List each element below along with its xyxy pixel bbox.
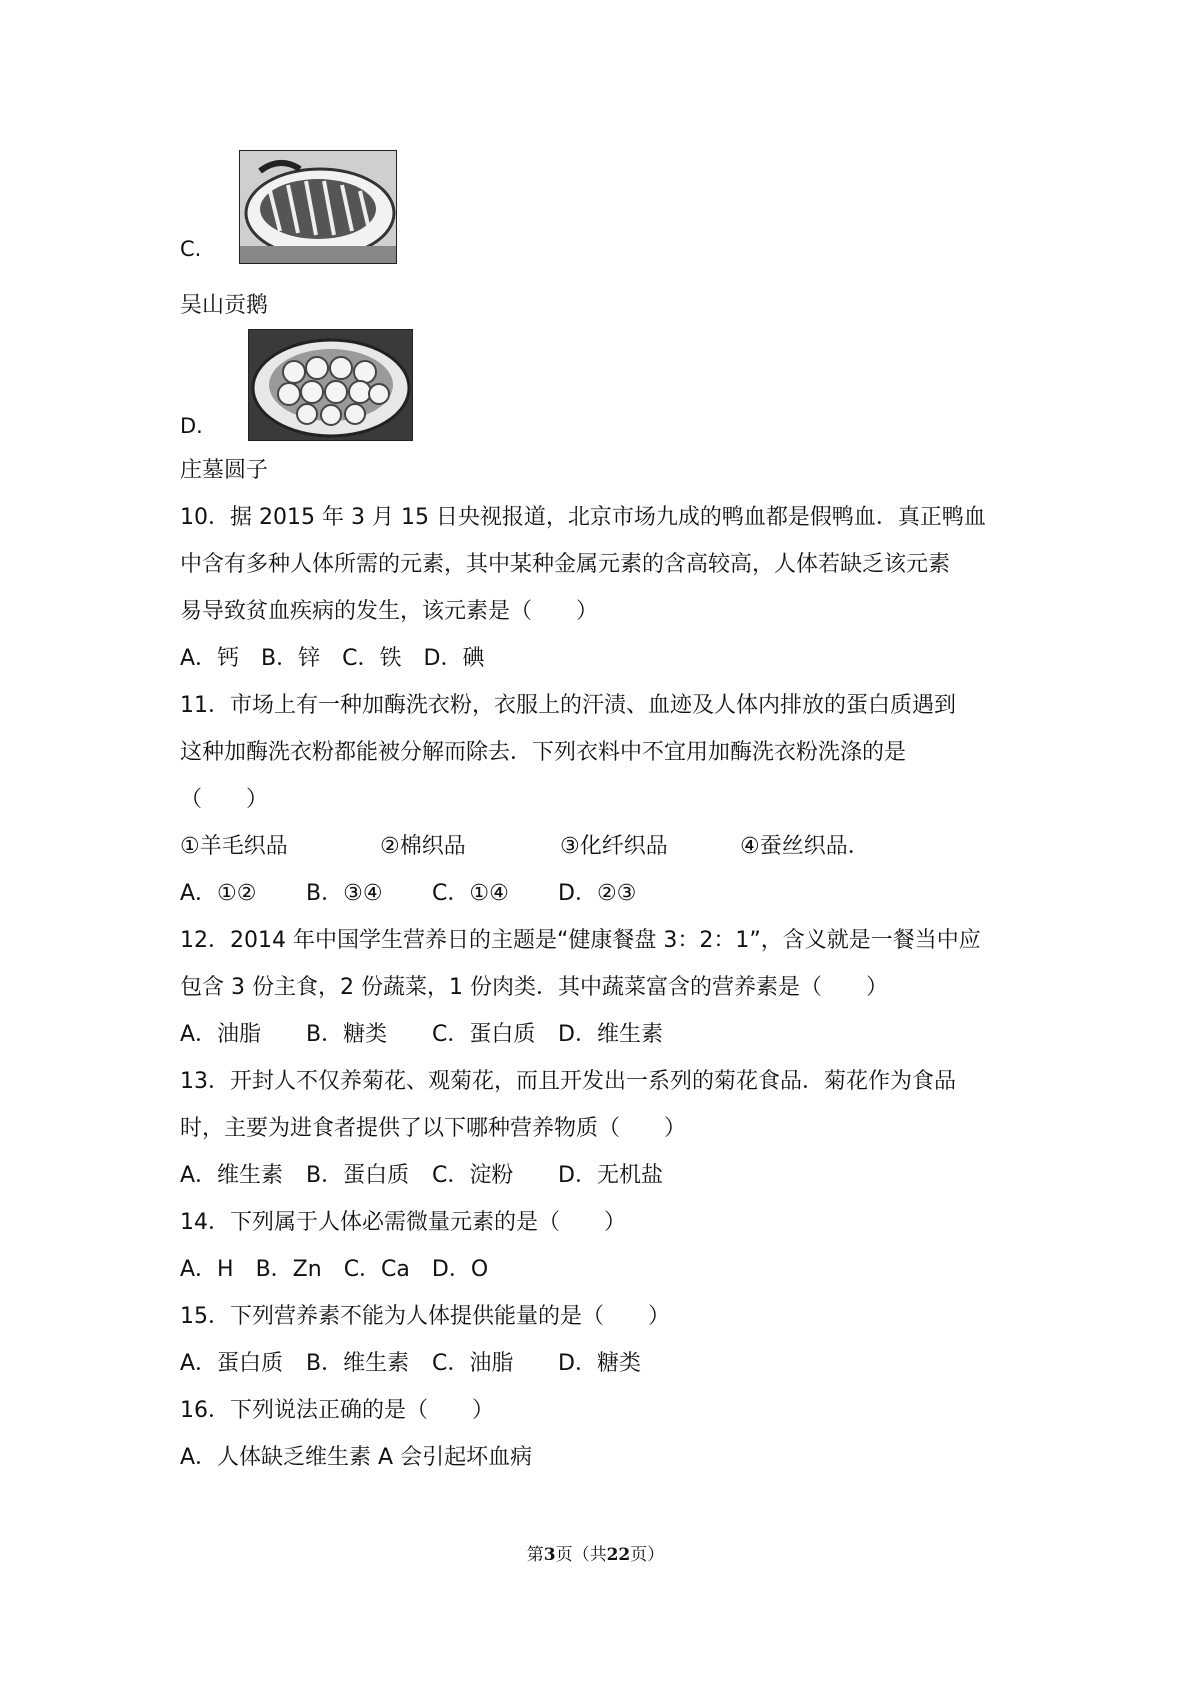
q10-line-2: 中含有多种人体所需的元素，其中某种金属元素的含高较高，人体若缺乏该元素 <box>180 552 951 577</box>
q13-line-2: 时，主要为进食者提供了以下哪种营养物质（ ） <box>180 1116 687 1141</box>
option-d-label: D. <box>180 414 203 438</box>
q13-line-1: 13．开封人不仅养菊花、观菊花，而且开发出一系列的菊花食品．菊花作为食品 <box>180 1069 956 1094</box>
q11-item-3: ③化纤织品 <box>560 834 668 859</box>
q10-line-3: 易导致贫血疾病的发生，该元素是（ ） <box>180 599 599 624</box>
q15-option-c: C．油脂 <box>432 1351 514 1376</box>
q10-options: A．钙 B．锌 C．铁 D．碘 <box>180 646 485 671</box>
q14-line-1: 14．下列属于人体必需微量元素的是（ ） <box>180 1210 626 1235</box>
q12-option-a: A．油脂 <box>180 1022 262 1047</box>
q15-option-a: A．蛋白质 <box>180 1351 284 1376</box>
footer-suffix: 页） <box>630 1545 665 1565</box>
q13-options <box>180 1152 1030 1199</box>
q11-line-2: 这种加酶洗衣粉都能被分解而除去．下列衣料中不宜用加酶洗衣粉洗涤的是 <box>180 740 907 765</box>
q13-option-d: D．无机盐 <box>558 1163 663 1188</box>
q12-option-b: B．糖类 <box>306 1022 388 1047</box>
q11-item-2: ②棉织品 <box>380 834 466 859</box>
q15-option-b: B．维生素 <box>306 1351 410 1376</box>
q12-line-1: 12．2014 年中国学生营养日的主题是“健康餐盘 3：2：1”，含义就是一餐当中应 <box>180 928 981 953</box>
q11-line-3: （ ） <box>180 787 269 812</box>
q12-line-2: 包含 3 份主食，2 份蔬菜，1 份肉类．其中蔬菜富含的营养素是（ ） <box>180 975 888 1000</box>
q11-items <box>180 823 1030 870</box>
q11-item-1: ①羊毛织品 <box>180 834 288 859</box>
q14-options: A．H B．Zn C．Ca D．O <box>180 1257 489 1282</box>
q12-options <box>180 1011 1030 1058</box>
q13-option-c: C．淀粉 <box>432 1163 514 1188</box>
footer-page-number: 3 <box>543 1545 556 1565</box>
q11-option-d: D．②③ <box>558 881 637 906</box>
roast-goose-photo <box>239 150 397 264</box>
option-d-row <box>180 329 1030 441</box>
q16-line-1: 16．下列说法正确的是（ ） <box>180 1398 494 1423</box>
q15-line-1: 15．下列营养素不能为人体提供能量的是（ ） <box>180 1304 670 1329</box>
q11-options <box>180 870 1030 917</box>
q13-option-b: B．蛋白质 <box>306 1163 410 1188</box>
option-c-label: C. <box>180 237 202 261</box>
q12-option-c: C．蛋白质 <box>432 1022 536 1047</box>
q10-line-1: 10．据 2015 年 3 月 15 日央视报道，北京市场九成的鸭血都是假鸭血．真正鸭血 <box>180 505 986 530</box>
q11-option-b: B．③④ <box>306 881 383 906</box>
footer-prefix: 第 <box>526 1545 544 1565</box>
q11-item-4: ④蚕丝织品． <box>740 834 870 859</box>
q16-option-a: A．人体缺乏维生素 A 会引起坏血病 <box>180 1445 533 1470</box>
q11-line-1: 11．市场上有一种加酶洗衣粉，衣服上的汗渍、血迹及人体内排放的蛋白质遇到 <box>180 693 956 718</box>
page-footer <box>0 1540 1191 1565</box>
q11-option-a: A．①② <box>180 881 257 906</box>
footer-mid: 页（共 <box>555 1545 607 1565</box>
option-d-caption: 庄墓圆子 <box>180 458 269 483</box>
option-c-caption: 吴山贡鹅 <box>180 293 269 318</box>
q13-option-a: A．维生素 <box>180 1163 284 1188</box>
q15-option-d: D．糖类 <box>558 1351 641 1376</box>
q11-option-c: C．①④ <box>432 881 509 906</box>
footer-total-pages: 22 <box>606 1545 631 1565</box>
option-c-row <box>180 150 1030 264</box>
page-content <box>180 150 1030 1481</box>
meatball-photo <box>248 329 413 441</box>
q15-options <box>180 1340 1030 1387</box>
q12-option-d: D．维生素 <box>558 1022 663 1047</box>
